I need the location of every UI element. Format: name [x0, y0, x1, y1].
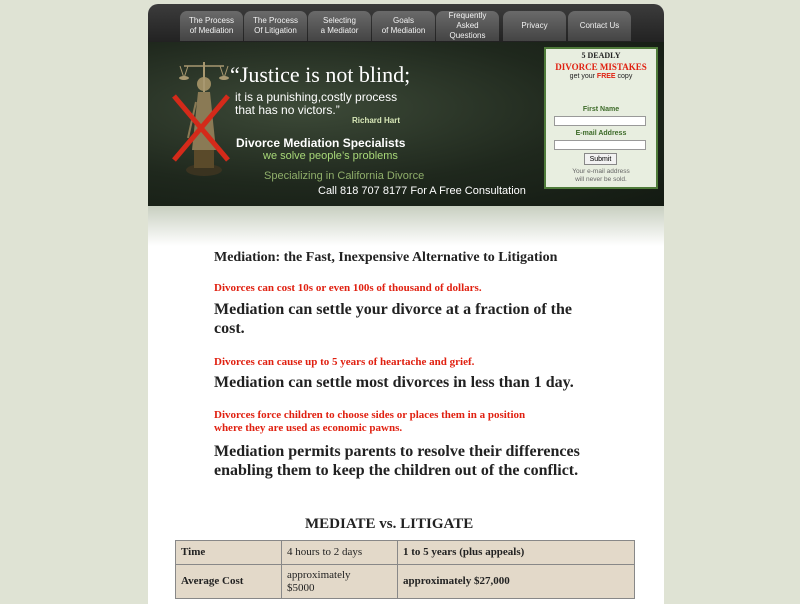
table-row [176, 541, 635, 565]
quote-author: Richard Hart [352, 116, 401, 125]
nav-bar [148, 4, 664, 42]
email-label: E-mail Address [575, 130, 627, 137]
quote-main: “Justice is not blind; [230, 62, 411, 87]
mediate-cell: 4 hours to 2 days [282, 541, 398, 565]
header-banner [148, 42, 664, 206]
row-label: Average Cost [176, 565, 282, 599]
table-row [176, 565, 635, 599]
quote-sub: it is a punishing,costly process that has no victors.” [235, 90, 398, 117]
content-heading: Mediation: the Fast, Inexpensive Alternative to Litigation [214, 250, 558, 265]
comparison-title: MEDIATE vs. LITIGATE [305, 516, 474, 532]
black-statement-3: Mediation permits parents to resolve their differences enabling them to keep the children out of the conflict. [214, 443, 580, 479]
first-name-label: First Name [582, 106, 620, 113]
content-top-shade [148, 206, 664, 246]
nav-tab-goals-of-mediation[interactable]: Goals of Mediation [372, 11, 435, 41]
signup-line1: 5 DEADLY [581, 51, 621, 60]
red-statement-3: Divorces force children to choose sides or places them in a position where they are used as economic pawns. [214, 409, 526, 434]
first-name-input[interactable] [554, 116, 646, 126]
phone-line: Call 818 707 8177 For A Free Consultation [318, 185, 526, 197]
nav-tab-privacy[interactable]: Privacy [503, 11, 566, 41]
signup-box [544, 47, 658, 189]
signup-line2: DIVORCE MISTAKES [555, 62, 647, 72]
specialists-title: Divorce Mediation Specialists [236, 136, 406, 150]
black-statement-2: Mediation can settle most divorces in less than 1 day. [214, 374, 574, 391]
nav-tab-contact-us[interactable]: Contact Us [568, 11, 631, 41]
specialists-subtitle: we solve people’s problems [263, 150, 398, 162]
nav-tab-process-of-litigation[interactable]: The Process Of Litigation [244, 11, 307, 41]
lady-justice-statue-icon [170, 52, 232, 178]
nav-tab-faq[interactable]: Frequently Asked Questions [436, 11, 499, 41]
litigate-cell: approximately $27,000 [398, 565, 635, 599]
litigate-cell: 1 to 5 years (plus appeals) [398, 541, 635, 565]
row-label: Time [176, 541, 282, 565]
mediate-cell: approximately $5000 [282, 565, 398, 599]
email-input[interactable] [554, 140, 646, 150]
red-statement-2: Divorces can cause up to 5 years of heartache and grief. [214, 356, 475, 368]
comparison-table [175, 540, 635, 599]
red-statement-1: Divorces can cost 10s or even 100s of thousand of dollars. [214, 282, 482, 294]
privacy-note: Your e-mail address will never be sold. [572, 168, 630, 183]
black-statement-1: Mediation can settle your divorce at a fraction of the cost. [214, 301, 573, 337]
submit-button[interactable]: Submit [584, 153, 617, 165]
nav-tab-process-of-mediation[interactable]: The Process of Mediation [180, 11, 243, 41]
page-container [148, 4, 664, 604]
specializing-text: Specializing in California Divorce [264, 170, 425, 182]
nav-tab-selecting-mediator[interactable]: Selecting a Mediator [308, 11, 371, 41]
signup-line3: get your FREE copy [569, 73, 633, 80]
